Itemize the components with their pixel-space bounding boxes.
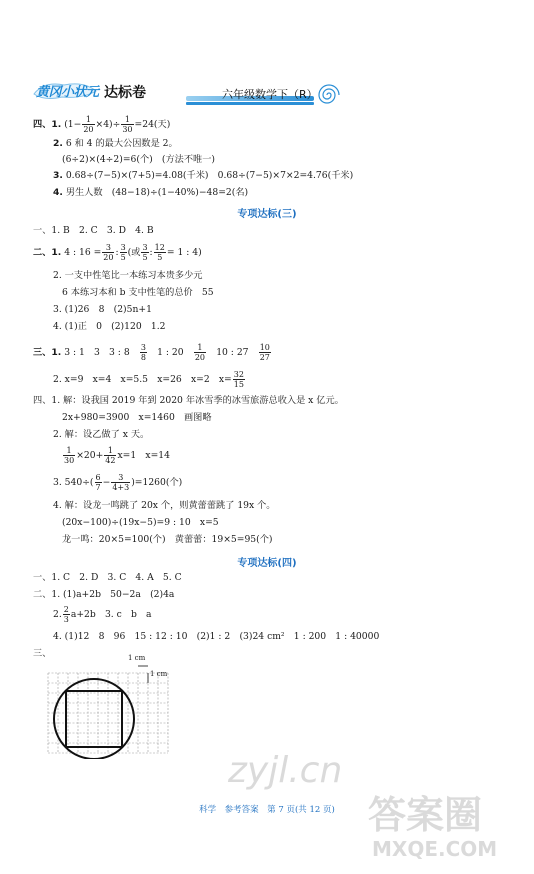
answer-a4: 4. 男生人数 (48−18)÷(1−40%)−48=2(名) bbox=[53, 187, 249, 198]
answer-a2: 2. 6 和 4 的最大公因数是 2。 bbox=[53, 138, 178, 149]
s4-row-3: 2. $\frac{2}{3}$ a+2b 3. c b a bbox=[53, 605, 152, 624]
s3-row-1: 一、1. B 2. C 3. D 4. B bbox=[33, 225, 154, 236]
s3-row-12: $\frac{1}{30}$ ×20+ $\frac{1}{42}$ x=1 x=14 bbox=[64, 446, 170, 465]
s3-row-14: 4. 解：设龙一鸣跳了 20x 个，则黄蕾蕾跳了 19x 个。 bbox=[53, 500, 276, 511]
unit-label-top: 1 cm bbox=[128, 654, 146, 662]
header-subject: 六年级数学下（R） bbox=[222, 88, 318, 101]
s3-row-13: 3. 540÷( $\frac{6}{7}$ − $\frac{3}{4+3}$ )=1260(个) bbox=[53, 473, 183, 492]
s3-row-2: 二、1. 4 : 16 = $\frac{3}{20}$ : $\frac{3}{5}$ (或 $\frac{3}{5}$ : $\frac{12}{5}$ = 1 : 4) bbox=[33, 243, 202, 262]
s3-row-10: 2x+980=3900 x=1460 画图略 bbox=[62, 412, 212, 423]
s3-row-6: 4. (1)正 0 (2)120 1.2 bbox=[53, 321, 166, 332]
s3-row-5: 3. (1)26 8 (2)5n+1 bbox=[53, 304, 152, 315]
watermark-site: zyjl.cn bbox=[228, 750, 343, 791]
unit-label-side: 1 cm bbox=[150, 670, 168, 678]
page-footer: 科学 参考答案 第 7 页(共 12 页) bbox=[199, 805, 335, 815]
watermark-brand: 答案圈 bbox=[368, 793, 483, 837]
answer-a3: 3. 0.68÷(7−5)×(7+5)=4.08(千米) 0.68÷(7−5)×7×2=4.76(千米) bbox=[53, 170, 354, 181]
watermark-domain: MXQE.COM bbox=[372, 837, 498, 861]
s3-row-3: 2. 一支中性笔比一本练习本贵多少元 bbox=[53, 270, 203, 281]
s3-row-7: 三、1. 3 : 1 3 3 : 8 $\frac{3}{8}$ 1 : 20 $\frac{1}{20}$ 10 : 27 $\frac{10}{27}$ bbox=[33, 343, 270, 362]
s4-row-4: 4. (1)12 8 96 15 : 12 : 10 (2)1 : 2 (3)24 cm² 1 : 200 1 : 40000 bbox=[53, 631, 380, 642]
s3-row-16: 龙一鸣：20×5=100(个) 黄蕾蕾：19×5=95(个) bbox=[62, 534, 273, 545]
s4-row-2: 二、1. (1)a+2b 50−2a (2)4a bbox=[33, 589, 175, 600]
s3-row-4: 6 本练习本和 b 支中性笔的总价 55 bbox=[62, 287, 214, 298]
s3-row-11: 2. 解：设乙做了 x 天。 bbox=[53, 429, 150, 440]
s3-row-9: 四、1. 解：设我国 2019 年到 2020 年冰雪季的冰雪旅游总收入是 x 亿元。 bbox=[33, 395, 344, 406]
answer-a2-line2: (6÷2)×(4÷2)=6(个) (方法不唯一) bbox=[62, 154, 216, 165]
s3-row-15: (20x−100)÷(19x−5)=9 : 10 x=5 bbox=[62, 517, 219, 528]
section-title-4: 专项达标(四) bbox=[237, 558, 297, 569]
s4-row-5: 三、 bbox=[33, 648, 52, 659]
header-title: 达标卷 bbox=[104, 85, 146, 101]
answer-a1: 四、1. (1− $\frac{1}{20}$ ×4)÷ $\frac{1}{30}$ =24(天) bbox=[33, 115, 171, 134]
header-band-line bbox=[186, 102, 314, 105]
s3-row-8: 2. x=9 x=4 x=5.5 x=26 x=2 x= $\frac{32}{15}$ bbox=[53, 370, 244, 389]
swirl-icon bbox=[316, 84, 342, 106]
logo-text: 黄冈小状元 bbox=[36, 85, 99, 100]
section-title-3: 专项达标(三) bbox=[237, 209, 297, 220]
s4-row-1: 一、1. C 2. D 3. C 4. A 5. C bbox=[33, 572, 182, 583]
